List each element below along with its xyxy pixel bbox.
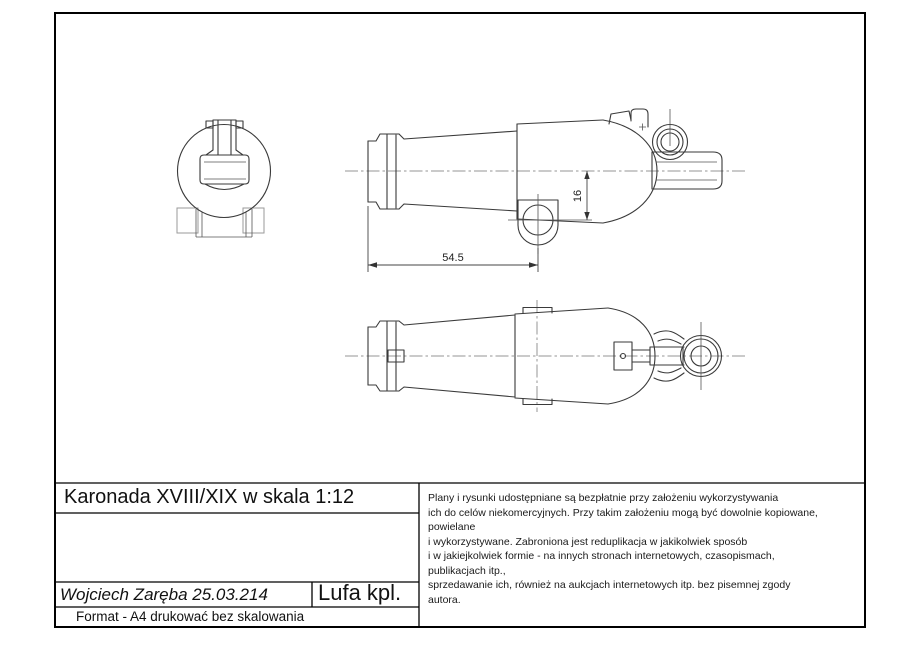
part-name: Lufa kpl.	[318, 580, 402, 605]
disclaimer-line: autora.	[428, 593, 461, 606]
carriage-cheek-left	[177, 208, 198, 233]
author-and-date: Wojciech Zaręba 25.03.214	[60, 585, 268, 604]
breech-dome-arc	[205, 184, 244, 190]
format-note: Format - A4 drukować bez skalowania	[76, 609, 305, 624]
muzzle-face-circle	[178, 125, 271, 218]
cascabel-block-front	[200, 155, 249, 184]
front-view	[177, 120, 271, 237]
vent-mark	[639, 124, 646, 131]
sheet-title: Karonada XVIII/XIX w skala 1:12	[64, 486, 355, 508]
top-view	[345, 300, 745, 412]
disclaimer-line: Plany i rysunki udostępniane są bezpłatnie przy założeniu wykorzystywania	[428, 492, 779, 504]
dimension-length	[368, 206, 538, 272]
disclaimer-line: sprzedawanie ich, również na aukcjach internetowych itp. bez pisemnej zgody	[428, 579, 791, 591]
disclaimer-line: i wykorzystywane. Zabroniona jest reduplikacja w jakikolwiek sposób	[428, 535, 748, 548]
dimension-height	[572, 171, 590, 220]
disclaimer-line: i w jakiejkolwiek formie - na innych stronach internetowych, czasopismach,	[428, 550, 775, 562]
dimension-height-label: 16	[572, 189, 584, 203]
disclaimer-line: powielane	[428, 521, 476, 533]
disclaimer-line: ich do celów niekomercyjnych. Przy takim założeniu mogą być dowolnie kopiowane,	[428, 506, 818, 519]
side-view	[345, 109, 748, 272]
dimension-length-label: 54.5	[442, 252, 464, 264]
license-disclaimer	[428, 491, 860, 607]
disclaimer-line: publikacjach itp.,	[428, 564, 506, 577]
